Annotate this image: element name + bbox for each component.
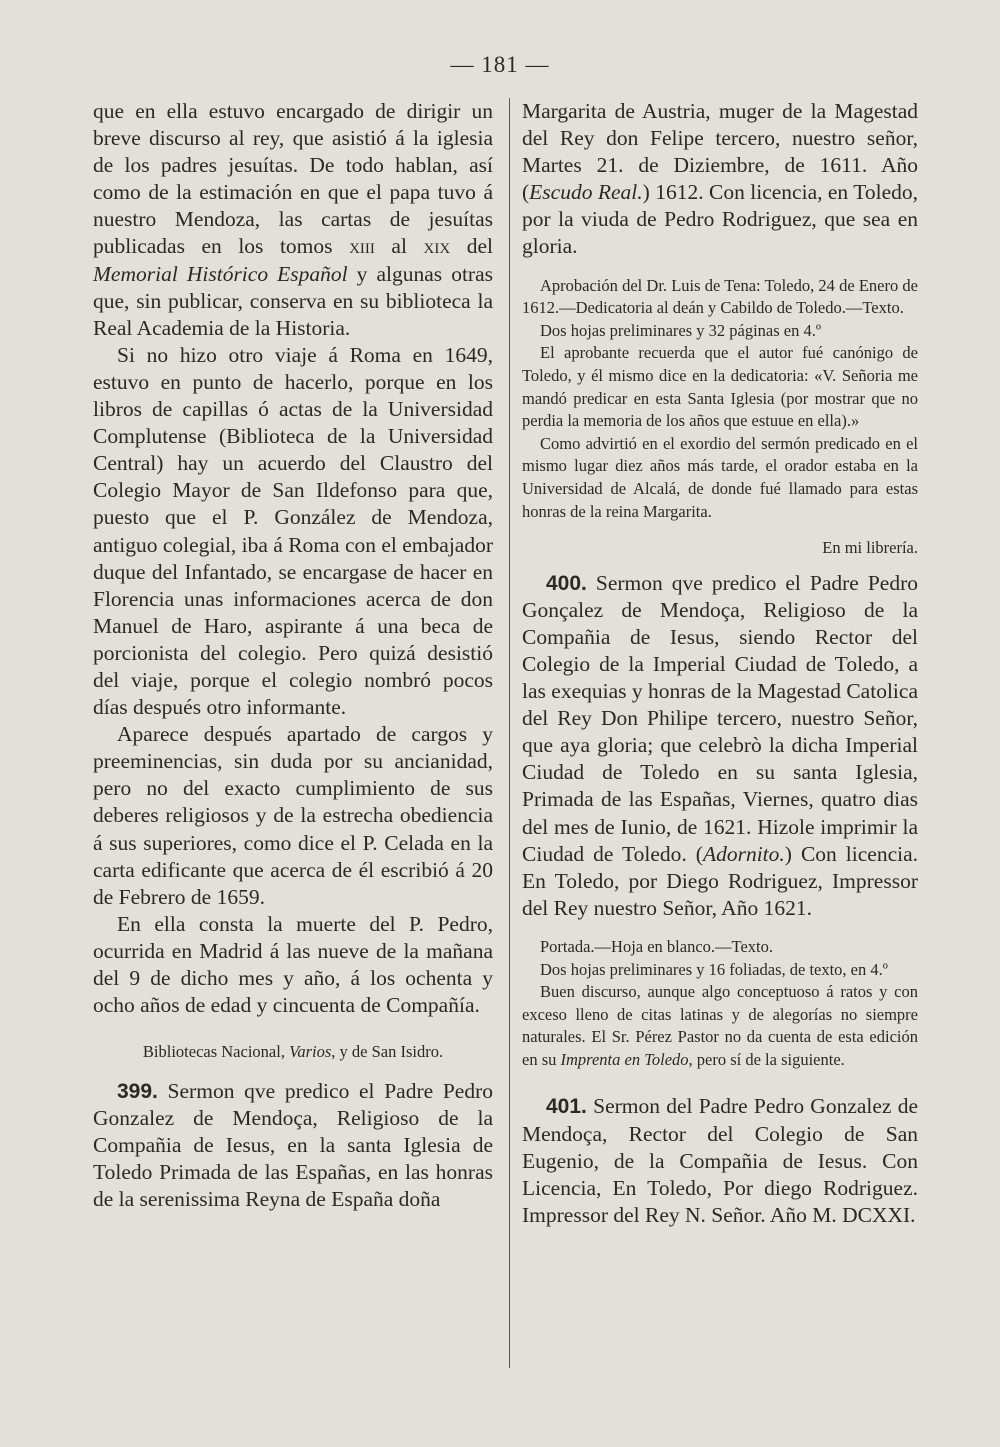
entry-399-continued	[522, 98, 918, 261]
text-run: Buen discurso, aunque algo conceptuoso á ratos y con exceso lleno de citas latinas y de alegorías no siempre naturales. El Sr. Pérez Pastor no da cuenta de esta edición en su	[522, 982, 918, 1069]
collection-name: Varios	[289, 1042, 332, 1062]
note-critique	[522, 981, 918, 1071]
library-location-399: En mi librería.	[822, 538, 918, 558]
note-leaves-400: Dos hojas preliminares y 16 foliadas, de texto, en 4.º	[540, 959, 888, 979]
text-run: del	[450, 234, 493, 259]
entry-399	[93, 1078, 493, 1213]
text-run: Bibliotecas Nacional,	[142, 1042, 290, 1062]
entry-401	[522, 1093, 918, 1228]
roman-numeral: xiii	[349, 234, 375, 259]
paragraph-death: En ella consta la muerte del P. Pedro, ocurrida en Madrid á las nueve de la mañana del 9 de dicho mes y año, á los ochenta y ocho años de edad y cincuenta de Compañía.	[93, 911, 493, 1018]
entry-text: Sermon del Padre Pedro Gonzalez de Mendoça, Rector del Colegio de San Eugenio, de la Compañia de Iesus. Con Licencia, En Toledo, Por diego Rodriguez. Impressor del Rey N. Señor. Año M. DCXXI.	[522, 1094, 918, 1227]
entry-text: ) Con licencia. En Toledo, por Diego Rodriguez, Impressor del Rey nuestro Señor, Año 1621.	[522, 841, 918, 920]
roman-numeral: xix	[423, 234, 451, 259]
library-location	[93, 1041, 493, 1064]
entry-text: Sermon qve predico el Padre Pedro Gonzalez de Mendoça, Religioso de la Compañia de Iesus, en la santa Iglesia de Toledo Primada de las Españas, en las honras de la serenissima Reyna de España doña	[93, 1078, 493, 1212]
text-run: al	[374, 234, 424, 259]
text-run: , pero sí de la siguiente.	[688, 1049, 845, 1069]
paragraph-memorial	[93, 98, 493, 342]
ornament-note: Escudo Real.	[529, 180, 643, 205]
entry-number: 401.	[546, 1095, 587, 1119]
entry-number: 399.	[117, 1079, 158, 1103]
note-leaves: Dos hojas preliminares y 32 páginas en 4.º	[540, 320, 821, 340]
left-column	[93, 98, 493, 1213]
entry-text: Sermon qve predico el Padre Pedro Gonçalez de Mendoça, Religioso de la Compañia de Iesus, siendo Rector del Colegio de la Imperial Ciudad de Toledo, a las exequias y honras de la Magestad Catolica del Rey Don Philipe tercero, nuestro Señor, que aya gloria; que celebrò la dicha Imperial Ciudad de Toledo en su santa Iglesia, Primada de las Españas, Viernes, quatro dias del mes de Iunio, de 1621. Hizole imprimir la Ciudad de Toledo. (	[522, 570, 918, 866]
ornament-note: Adornito.	[702, 841, 785, 866]
text-run: y algunas otras que, sin publicar, conserva en su biblioteca la Real Academia de la Historia.	[93, 261, 493, 340]
note-exordium: Como advirtió en el exordio del sermón predicado en el mismo lugar diez años más tarde, el orador estaba en la Universidad de Alcalá, de donde fué llamado para estas honras de la reina Margarita.	[522, 433, 918, 521]
right-column	[522, 98, 918, 1229]
column-divider	[509, 98, 510, 1368]
text-run: Margarita de Austria, muger de la Magestad del Rey don Felipe tercero, nuestro señor, Martes 21. de Diziembre, de 1611. Año (	[522, 99, 918, 205]
note-portada: Portada.—Hoja en blanco.—Texto.	[540, 936, 773, 956]
note-approver: El aprobante recuerda que el autor fué canónigo de Toledo, y él mismo dice en la dedicatoria: «V. Señoria me mandó predicar en esta Santa Iglesia (por mostrar que no perdia la memoria de los años que estuue en ella).»	[522, 343, 918, 431]
entry-number: 400.	[546, 571, 587, 595]
entry-400	[522, 570, 918, 922]
page-number: — 181 —	[450, 52, 550, 77]
work-title: Memorial Histórico Español	[93, 261, 348, 286]
text-run: ) 1612. Con licencia, en Toledo, por la viuda de Pedro Rodriguez, que sea en gloria.	[522, 180, 918, 259]
paragraph-roma-journey: Si no hizo otro viaje á Roma en 1649, estuvo en punto de hacerlo, porque en los libros de capillas ó actas de la Universidad Complutense (Biblioteca de la Universidad Central) hay un acuerdo del Claustro del Colegio Mayor de San Ildefonso para que, puesto que el P. González de Mendoza, antiguo colegial, iba á Roma con el embajador duque del Infantado, se encargase de hacer en Florencia unas informaciones acerca de don Manuel de Haro, aspirante á una beca de porcionista del colegio. Pero quizá desistió del viaje, porque el colegio nombró pocos días después otro informante.	[93, 342, 493, 720]
note-approval: Aprobación del Dr. Luis de Tena: Toledo, 24 de Enero de 1612.—Dedicatoria al deán y Cabildo de Toledo.—Texto.	[522, 275, 918, 318]
paragraph-later-years: Aparece después apartado de cargos y preeminencias, sin duda por su ancianidad, pero no del exacto cumplimiento de sus deberes religiosos y de la estrecha obediencia á sus superiores, como dice el P. Celada en la carta edificante que acerca de él escribió á 20 de Febrero de 1659.	[93, 722, 493, 909]
text-run: que en ella estuvo encargado de dirigir un breve discurso al rey, que asistió á la iglesia de los padres jesuítas. De todo hablan, así como de la estimación en que el papa tuvo á nuestro Mendoza, las cartas de jesuítas publicadas en los tomos	[93, 99, 493, 259]
work-title: Imprenta en Toledo	[560, 1049, 689, 1069]
text-run: , y de San Isidro.	[331, 1042, 444, 1062]
